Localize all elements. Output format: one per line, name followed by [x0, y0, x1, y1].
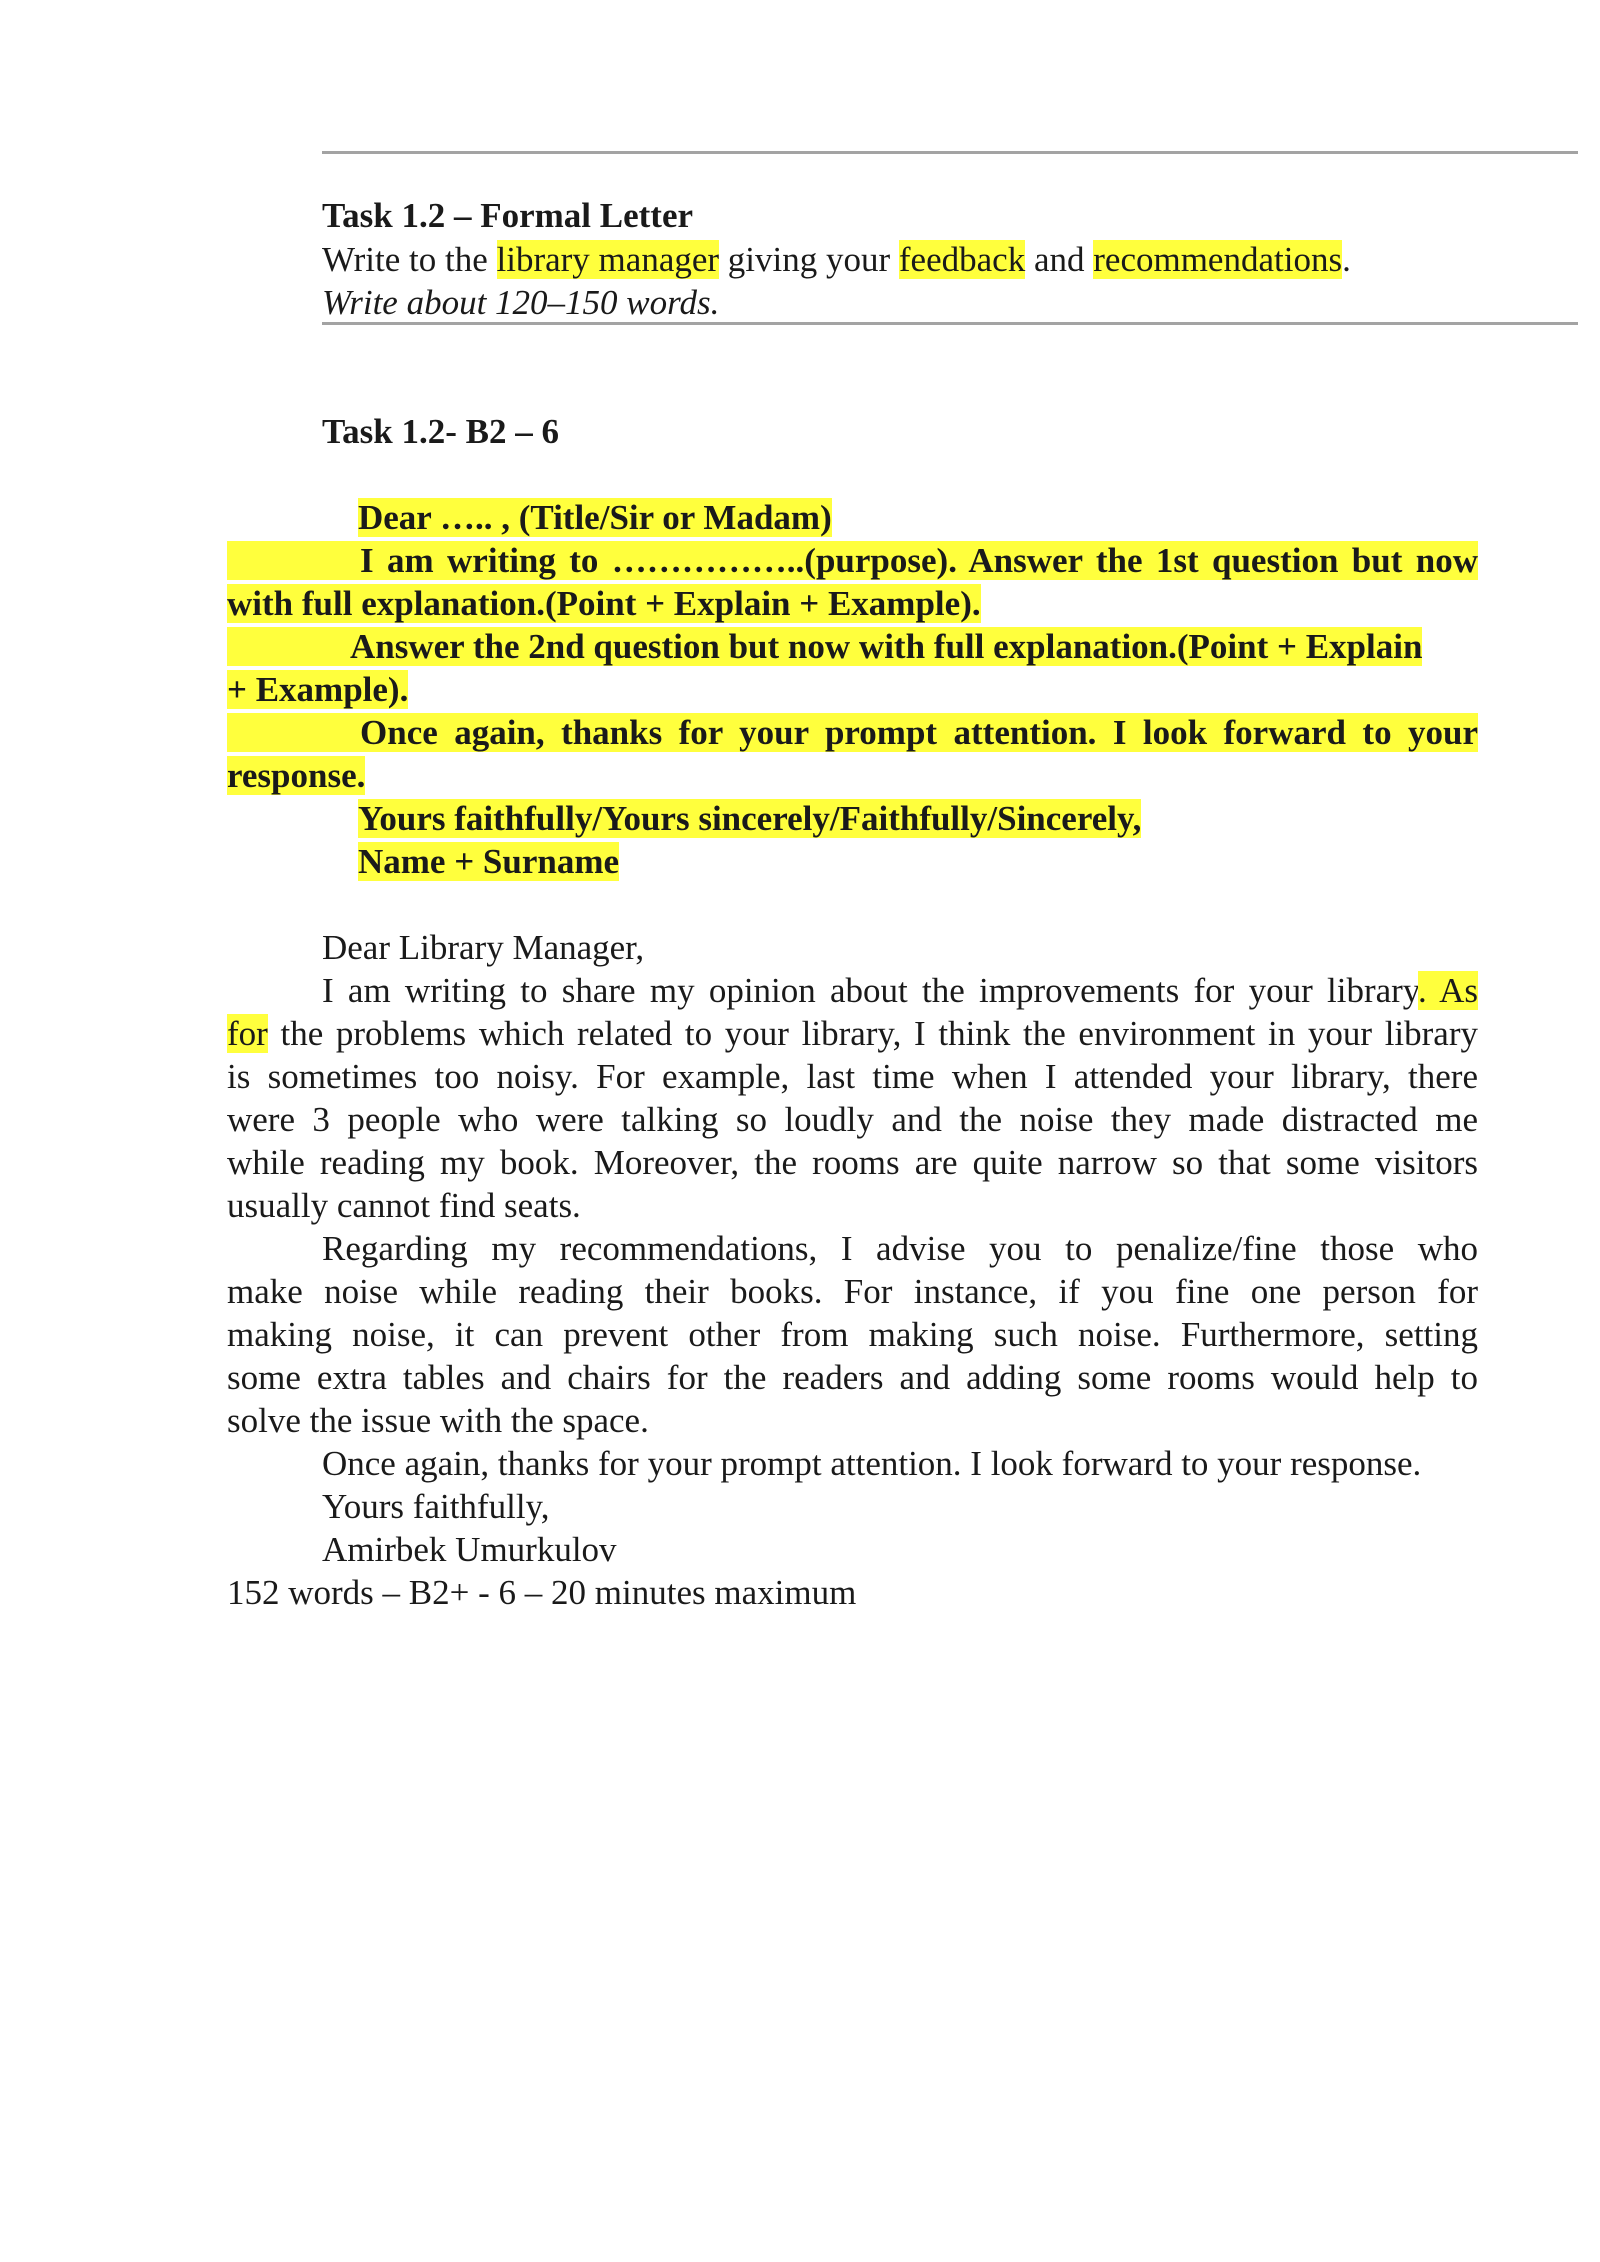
- letter-highlight: . As: [1418, 971, 1478, 1010]
- letter-line: some extra tables and chairs for the readers and adding some rooms would help to: [227, 1358, 1478, 1397]
- template-line: [227, 625, 1422, 668]
- letter-line: usually cannot find seats.: [227, 1186, 581, 1225]
- letter-highlight: for: [227, 1014, 268, 1053]
- letter-line: [227, 1227, 1478, 1270]
- word-limit: Write about 120–150 words.: [322, 283, 720, 322]
- template-opening-text: I am writing to ……………..(purpose). Answer the 1st question but now: [360, 541, 1478, 580]
- instruction-text: and: [1025, 240, 1094, 279]
- template-line: [227, 711, 1478, 754]
- letter-line: make noise while reading their books. For instance, if you fine one person for: [227, 1272, 1478, 1311]
- letter-text: Regarding my recommendations, I advise you to penalize/fine those who: [322, 1229, 1478, 1268]
- template-heading: Task 1.2- B2 – 6: [322, 412, 559, 451]
- letter-line: making noise, it can prevent other from making such noise. Furthermore, setting: [227, 1315, 1478, 1354]
- letter-line: [227, 1012, 1478, 1055]
- letter-line: is sometimes too noisy. For example, last time when I attended your library, there: [227, 1057, 1478, 1096]
- letter-salutation: Dear Library Manager,: [322, 928, 645, 967]
- template-closing-cont: response.: [227, 756, 366, 795]
- highlight-recommendations: recommendations: [1093, 240, 1343, 279]
- template-second-point-cont: + Example).: [227, 670, 409, 709]
- letter-line: were 3 people who were talking so loudly and the noise they made distracted me: [227, 1100, 1478, 1139]
- template-line: [358, 840, 619, 883]
- letter-closing: Once again, thanks for your prompt attention. I look forward to your response.: [322, 1444, 1422, 1483]
- footer-note: 152 words – B2+ - 6 – 20 minutes maximum: [227, 1573, 857, 1612]
- template-line: [227, 539, 1478, 582]
- top-rule: [322, 151, 1578, 154]
- template-opening-cont: with full explanation.(Point + Explain + Example).: [227, 584, 981, 623]
- template-line: [227, 754, 365, 797]
- letter-text: the problems which related to your library, I think the environment in your library: [267, 1014, 1478, 1053]
- instruction-text: Write to the: [322, 240, 497, 279]
- template-closing-text: Once again, thanks for your prompt attention. I look forward to your: [360, 713, 1478, 752]
- template-name: Name + Surname: [358, 842, 620, 881]
- letter-text: I am writing to share my opinion about the improvements for your library: [322, 971, 1419, 1010]
- template-closing: [227, 713, 1478, 752]
- letter-line: [227, 969, 1478, 1012]
- template-line: [227, 668, 408, 711]
- bottom-rule: [322, 322, 1578, 325]
- letter-signature: Amirbek Umurkulov: [322, 1530, 617, 1569]
- highlight-feedback: feedback: [898, 240, 1026, 279]
- highlight-library-manager: library manager: [496, 240, 720, 279]
- template-opening: [227, 541, 1478, 580]
- instruction-text: .: [1342, 240, 1351, 279]
- template-line: [358, 496, 832, 539]
- instruction-text: giving your: [719, 240, 899, 279]
- task-heading: Task 1.2 – Formal Letter: [322, 196, 694, 235]
- template-second-point: Answer the 2nd question but now with full explanation.(Point + Explain: [227, 627, 1422, 666]
- letter-signoff: Yours faithfully,: [322, 1487, 550, 1526]
- template-line: [227, 582, 981, 625]
- letter-line: while reading my book. Moreover, the rooms are quite narrow so that some visitors: [227, 1143, 1478, 1182]
- template-signoff: Yours faithfully/Yours sincerely/Faithfully/Sincerely,: [358, 799, 1142, 838]
- letter-line: solve the issue with the space.: [227, 1401, 649, 1440]
- task-instruction: [322, 238, 1351, 281]
- template-line: [358, 797, 1141, 840]
- template-salutation: Dear ….. , (Title/Sir or Madam): [358, 498, 832, 537]
